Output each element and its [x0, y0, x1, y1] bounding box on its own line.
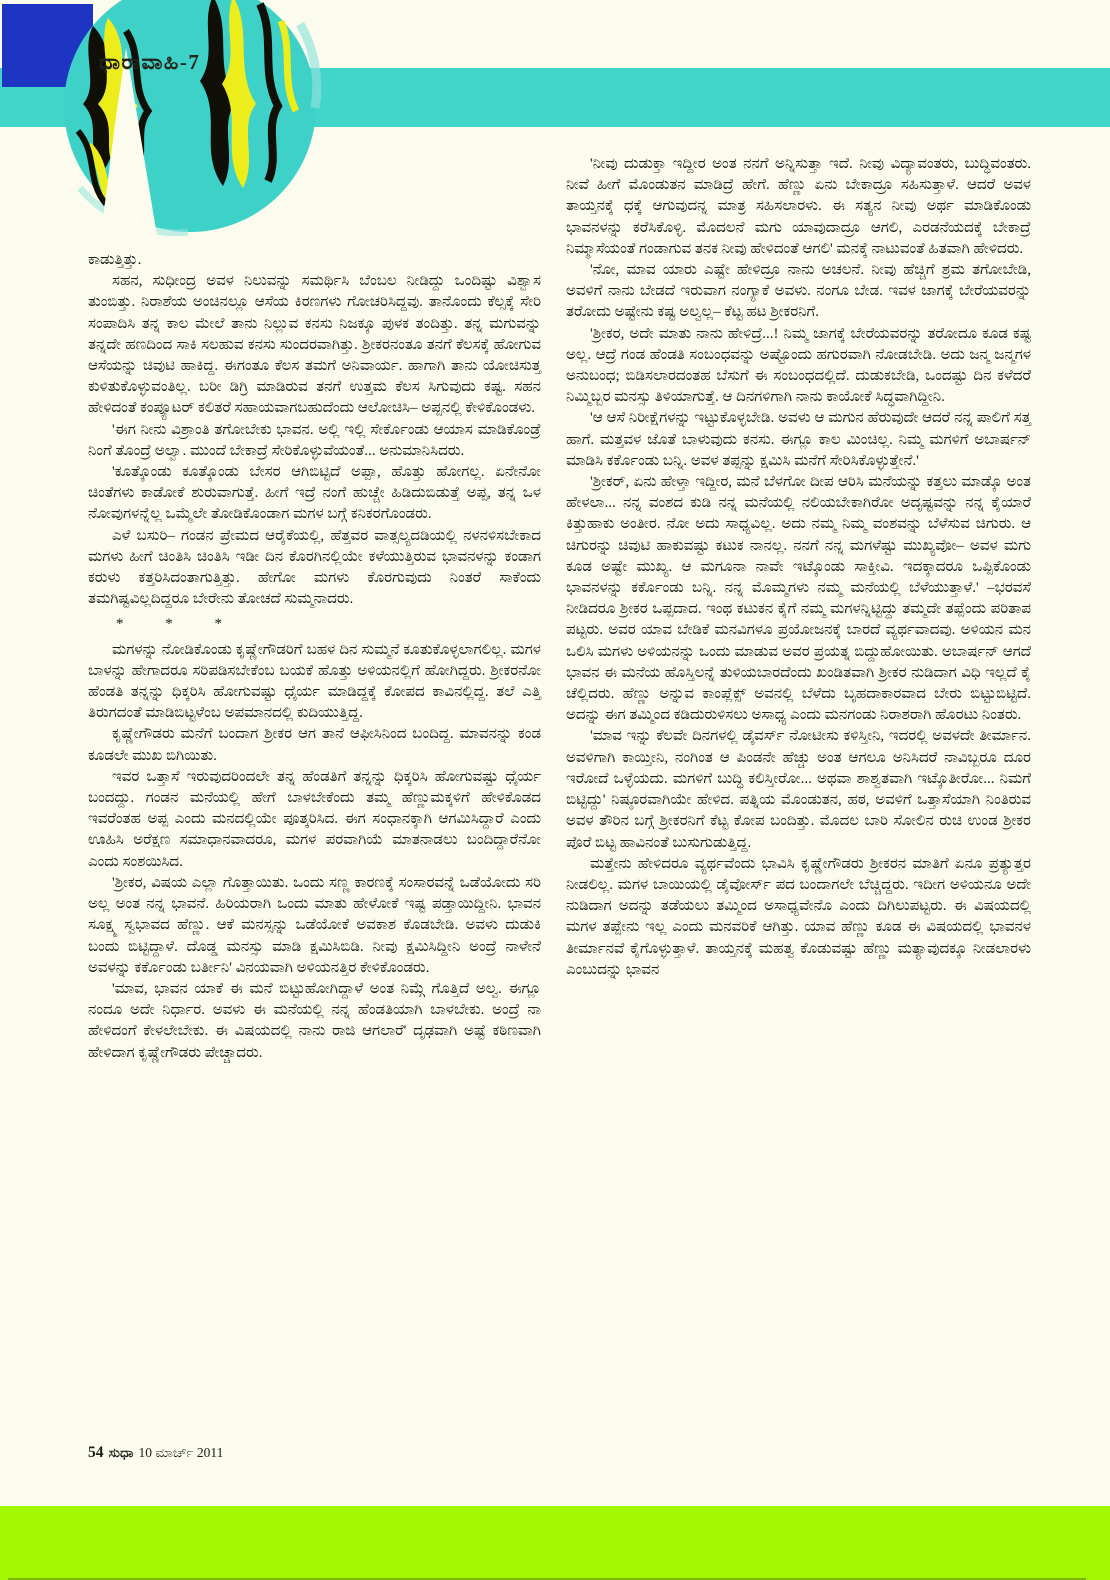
issue-date: 10 ಮಾರ್ಚ್ 2011: [138, 1445, 224, 1460]
paragraph: ಮತ್ತೇನು ಹೇಳಿದರೂ ವ್ಯರ್ಥವೆಂದು ಭಾವಿಸಿ ಕೃಷ್ಣೇಗೌಡರು ಶ್ರೀಕರನ ಮಾತಿಗೆ ಏನೂ ಪ್ರತ್ಯುತ್ತರ ನೀಡಲಿಲ್ಲ. ಮಗಳ ಬಾಯಿಯಲ್ಲಿ ಡೈವೋರ್ಸ್ ಪದ ಬಂದಾಗಲೇ ಬೆಚ್ಚಿದ್ದರು. ಇದೀಗ ಅಳಿಯನೂ ಅದೇ ನುಡಿದಾಗ ಅದನ್ನು ತಡೆಯಲು ತಮ್ಮಿಂದ ಅಸಾಧ್ಯವೇನೊ ಎಂದು ದಿಗಿಲುಪಟ್ಟರು. ಈ ವಿಷಯದಲ್ಲಿ ಮಗಳ ತಪ್ಪೇನು ಇಲ್ಲ ಎಂದು ಮನವರಿಕೆ ಆಗಿತ್ತು. ಯಾವ ಹೆಣ್ಣು ಕೂಡ ಈ ವಿಷಯದಲ್ಲಿ ಭಾವನಳ ತೀರ್ಮಾನವೆ ಕೈಗೊಳ್ಳುತ್ತಾಳೆ. ತಾಯ್ತನಕ್ಕೆ ಮಹತ್ವ ಕೊಡುವಷ್ಟು ಹೆಣ್ಣು ಮತ್ಯಾವುದಕ್ಕೂ ನೀಡಲಾರಳು ಎಂಬುದನ್ನು ಭಾವನ: [566, 855, 1031, 978]
page-footer: [88, 1444, 223, 1462]
paragraph: ಕಾಡುತ್ತಿತ್ತು.: [88, 252, 142, 268]
bottom-band: [0, 1506, 1110, 1580]
paragraph: ಸಹನ, ಸುಧೀಂದ್ರ ಅವಳ ನಿಲುವನ್ನು ಸಮರ್ಥಿಸಿ ಬೆಂಬಲ ನೀಡಿದ್ದು ಒಂದಿಷ್ಟು ವಿಶ್ವಾಸ ತುಂಬಿತ್ತು. ನಿರಾಶೆಯ ಅಂಚಿನಲ್ಲೂ ಆಸೆಯ ಕಿರಣಗಳು ಗೋಚರಿಸಿದ್ದವು. ತಾನೊಂದು ಕೆಲ್ಸಕ್ಕೆ ಸೇರಿ ಸಂಪಾದಿಸಿ ತನ್ನ ಕಾಲ ಮೇಲೆ ತಾನು ನಿಲ್ಲುವ ಕನಸು ನಿಜಕ್ಕೂ ಪುಳಕ ತಂದಿತ್ತು. ತನ್ನ ಮಗುವನ್ನು ತನ್ನದೇ ಹಣದಿಂದ ಸಾಕಿ ಸಲಹುವ ಕನಸು ಸುಂದರವಾಗಿತ್ತು. ಶ್ರೀಕರನಂತೂ ತನಗೆ ಕೆಲಸಕ್ಕೆ ಹೋಗುವ ಆಸೆಯನ್ನು ಚಿವುಟಿ ಹಾಕಿದ್ದ. ಈಗಂತೂ ಕೆಲಸ ತಮಗೆ ಅನಿವಾರ್ಯ. ಹಾಗಾಗಿ ತಾನು ಯೋಚಿಸುತ್ತ ಕುಳಿತುಕೊಳ್ಳುವಂತಿಲ್ಲ. ಬರೀ ಡಿಗ್ರಿ ಮಾಡಿರುವ ತನಗೆ ಉತ್ತಮ ಕೆಲಸ ಸಿಗುವುದು ಕಷ್ಟ. ಸಹನ ಹೇಳಿದಂತೆ ಕಂಪ್ಯೂಟರ್ ಕಲಿತರೆ ಸಹಾಯವಾಗಬಹುದೆಂದು ಆಲೋಚಿಸಿ– ಅಪ್ಪನಲ್ಲಿ ಕೇಳಿಕೊಂಡಳು.: [88, 273, 541, 417]
text-column-left: [88, 250, 541, 1064]
paragraph: 'ಮಾವ, ಭಾವನ ಯಾಕೆ ಈ ಮನೆ ಬಿಟ್ಟುಹೋಗಿದ್ದಾಳೆ ಅಂತ ನಿಮ್ಗೆ ಗೊತ್ತಿದೆ ಅಲ್ವ. ಈಗ್ಲೂ ನಂದೂ ಅದೇ ನಿರ್ಧಾರ. ಅವಳು ಈ ಮನೆಯಲ್ಲಿ ನನ್ನ ಹೆಂಡತಿಯಾಗಿ ಬಾಳಬೇಕು. ಅಂದ್ರೆ ನಾ ಹೇಳಿದಂಗೆ ಕೇಳಲೇಬೇಕು. ಈ ವಿಷಯದಲ್ಲಿ ನಾನು ರಾಜಿ ಆಗಲಾರೆ' ದೃಢವಾಗಿ ಅಷ್ಟೆ ಕಠಿಣವಾಗಿ ಹೇಳಿದಾಗ ಕೃಷ್ಣೇಗೌಡರು ಪೇಚ್ಚಾದರು.: [88, 980, 541, 1061]
paragraph: 'ಶ್ರೀಕರ, ವಿಷಯ ಎಲ್ಲಾ ಗೊತ್ತಾಯಿತು. ಒಂದು ಸಣ್ಣ ಕಾರಣಕ್ಕೆ ಸಂಸಾರವನ್ನೆ ಒಡೆಯೋದು ಸರಿ ಅಲ್ಲ ಅಂತ ನನ್ನ ಭಾವನೆ. ಹಿರಿಯರಾಗಿ ಒಂದು ಮಾತು ಹೇಳೋಕೆ ಇಷ್ಟ ಪಡ್ತಾಯಿದ್ದೀನಿ. ಭಾವನ ಸೂಕ್ಷ್ಮ ಸ್ವಭಾವದ ಹೆಣ್ಣು. ಆಕೆ ಮನಸ್ಸನ್ನು ಒಡೆಯೋಕೆ ಅವಕಾಶ ಕೊಡಬೇಡಿ. ಅವಳು ದುಡುಕಿ ಬಂದು ಬಿಟ್ಟಿದ್ದಾಳೆ. ದೊಡ್ಡ ಮನಸ್ಸು ಮಾಡಿ ಕ್ಷಮಿಸಿಬಿಡಿ. ನೀವು ಕ್ಷಮಿಸಿದ್ದೀನಿ ಅಂದ್ರೆ ನಾಳೇನೆ ಅವಳನ್ನು ಕರ್ಕೊಂಡು ಬರ್ತೀನಿ' ವಿನಯವಾಗಿ ಅಳಿಯನತ್ತಿರ ಕೇಳಿಕೊಂಡರು.: [88, 874, 541, 976]
text-column-right: [566, 154, 1031, 981]
series-title: ಧಾರಾವಾಹಿ-7: [99, 50, 201, 74]
paragraph: ಮಗಳನ್ನು ನೋಡಿಕೊಂಡು ಕೃಷ್ಣೇಗೌಡರಿಗೆ ಬಹಳ ದಿನ ಸುಮ್ಮನೆ ಕೂತುಕೊಳ್ಳಲಾಗಲಿಲ್ಲ. ಮಗಳ ಬಾಳನ್ನು ಹೇಗಾದರೂ ಸರಿಪಡಿಸಬೇಕೆಂಬ ಬಯಕೆ ಹೊತ್ತು ಅಳಿಯನಲ್ಲಿಗೆ ಹೋಗಿದ್ದರು. ಶ್ರೀಕರನೋ ಹೆಂಡತಿ ತನ್ನನ್ನು ಧಿಕ್ಕರಿಸಿ ಹೋಗುವಷ್ಟು ಧೈರ್ಯ ಮಾಡಿದ್ದಕ್ಕೆ ಕೋಪದ ಕಾವಿನಲ್ಲಿದ್ದ. ತಲೆ ಎತ್ತಿ ತಿರುಗದಂತೆ ಮಾಡಿಬಿಟ್ಟಳೆಂಬ ಅಪಮಾನದಲ್ಲಿ ಕುದಿಯುತ್ತಿದ್ದ.: [88, 641, 541, 722]
abstract-swirl-art: [38, 0, 338, 247]
paragraph: 'ಶ್ರೀಕರ, ಅದೇ ಮಾತು ನಾನು ಹೇಳಿದ್ರೆ...! ನಿಮ್ಮ ಜಾಗಕ್ಕೆ ಬೇರೆಯವರನ್ನು ತರೋದೂ ಕೂಡ ಕಷ್ಟ ಅಲ್ಲ. ಆದ್ರೆ ಗಂಡ ಹೆಂಡತಿ ಸಂಬಂಧವನ್ನು ಅಷ್ಟೊಂದು ಹಗುರವಾಗಿ ನೋಡಬೇಡಿ. ಅದು ಜನ್ಮ ಜನ್ಮಗಳ ಅನುಬಂಧ; ಬಿಡಿಸಲಾರದಂತಹ ಬೆಸುಗೆ ಈ ಸಂಬಂಧದಲ್ಲಿದೆ. ದುಡುಕಬೇಡಿ, ಒಂದಷ್ಟು ದಿನ ಕಳೆದರೆ ನಿಮ್ಮಿಬ್ಬರ ಮನಸ್ಸು ತಿಳಿಯಾಗುತ್ತೆ. ಆ ದಿನಗಳಿಗಾಗಿ ನಾನು ಕಾಯೋಕೆ ಸಿದ್ಧವಾಗಿದ್ದೀನಿ.: [566, 325, 1031, 406]
paragraph: 'ಮಾವ ಇನ್ನು ಕೆಲವೇ ದಿನಗಳಲ್ಲಿ ಡೈವರ್ಸ್ ನೋಟೀಸು ಕಳಿಸ್ತೀನಿ, ಇದರಲ್ಲಿ ಅವಳದೇ ತೀರ್ಮಾನ. ಅವಳಿಗಾಗಿ ಕಾಯ್ತೀನಿ, ನಂಗಿಂತ ಆ ಪಿಂಡನೇ ಹೆಚ್ಚು ಅಂತ ಆಗಲೂ ಅನಿಸಿದರೆ ನಾವಿಬ್ಬರೂ ದೂರ ಇರೋದೆ ಒಳ್ಳೆಯದು. ಮಗಳಿಗೆ ಬುದ್ಧಿ ಕಲಿಸ್ತೀರೋ... ಅಥವಾ ಶಾಶ್ವತವಾಗಿ ಇಟ್ಕೊತೀರೋ... ನಿಮಗೆ ಬಿಟ್ಟಿದ್ದು' ನಿಷ್ಠೂರವಾಗಿಯೇ ಹೇಳಿದ. ಪತ್ನಿಯ ಮೊಂಡುತನ, ಹಠ, ಅವಳಿಗೆ ಒತ್ತಾಸೆಯಾಗಿ ನಿಂತಿರುವ ಅವಳ ತೌರಿನ ಬಗ್ಗೆ ಶ್ರೀಕರನಿಗೆ ಕೆಟ್ಟ ಕೋಪ ಬಂದಿತ್ತು. ಮೊದಲ ಬಾರಿ ಸೋಲಿನ ರುಚಿ ಉಂಡ ಶ್ರೀಕರ ಪೊರೆ ಬಿಟ್ಟ ಹಾವಿನಂತೆ ಬುಸುಗುಡುತ್ತಿದ್ದ.: [566, 728, 1031, 851]
paragraph: 'ನೀವು ದುಡುಕ್ತಾ ಇದ್ದೀರ ಅಂತ ನನಗೆ ಅನ್ನಿಸುತ್ತಾ ಇದೆ. ನೀವು ವಿದ್ಯಾವಂತರು, ಬುದ್ಧಿವಂತರು. ನೀವೆ ಹೀಗೆ ಮೊಂಡುತನ ಮಾಡಿದ್ರೆ ಹೇಗೆ. ಹೆಣ್ಣು ಏನು ಬೇಕಾದ್ರೂ ಸಹಿಸುತ್ತಾಳೆ. ಆದರೆ ಅವಳ ತಾಯ್ತನಕ್ಕೆ ಧಕ್ಕೆ ಆಗುವುದನ್ನ ಮಾತ್ರ ಸಹಿಸಲಾರಳು. ಈ ಸತ್ಯನ ನೀವು ಅರ್ಥ ಮಾಡಿಕೊಂಡು ಭಾವನಳನ್ನು ಕರೆಸಿಕೊಳ್ಳಿ. ಮೊದಲನೆ ಮಗು ಯಾವುದಾದ್ರೂ ಆಗಲಿ, ಎರಡನೆಯದಕ್ಕೆ ಬೇಕಾದ್ರೆ ನಿಮ್ಮಾಸೆಯಂತೆ ಗಂಡಾಗುವ ತನಕ ನೀವು ಹೇಳಿದಂತೆ ಆಗಲಿ' ಮನಕ್ಕೆ ನಾಟುವಂತೆ ಹಿತವಾಗಿ ಹೇಳಿದರು.: [566, 156, 1031, 257]
section-break-stars: * * *: [116, 616, 224, 633]
left-column-part-a: [88, 250, 541, 610]
paragraph: 'ನೋ, ಮಾವ ಯಾರು ಎಷ್ಟೇ ಹೇಳಿದ್ರೂ ನಾನು ಅಚಲನೆ. ನೀವು ಹೆಚ್ಚಿಗೆ ಶ್ರಮ ತಗೋಬೇಡಿ, ಅವಳಿಗೆ ನಾನು ಬೇಡದೆ ಇರುವಾಗ ನಂಗ್ಯಾಕೆ ಅವಳು. ನಂಗೂ ಬೇಡ. ಇವಳ ಜಾಗಕ್ಕೆ ಬೇರೆಯವರನ್ನು ತರೋದು ಅಷ್ಟೇನು ಕಷ್ಟ ಅಲ್ವಲ್ಲ– ಕೆಟ್ಟ ಹಟ ಶ್ರೀಕರನಿಗೆ.: [566, 262, 1031, 321]
magazine-name: ಸುಧಾ: [108, 1445, 134, 1460]
paragraph: ಕೃಷ್ಣೇಗೌಡರು ಮನೆಗೆ ಬಂದಾಗ ಶ್ರೀಕರ ಆಗ ತಾನೆ ಆಫೀಸಿನಿಂದ ಬಂದಿದ್ದ. ಮಾವನನ್ನು ಕಂಡ ಕೂಡಲೇ ಮುಖ ಬಿಗಿಯಿತು.: [88, 726, 541, 764]
paragraph: ಎಳೆ ಬಸುರಿ– ಗಂಡನ ಪ್ರೇಮದ ಆರೈಕೆಯಲ್ಲಿ, ಹೆತ್ತವರ ವಾತ್ಸಲ್ಯದಡಿಯಲ್ಲಿ ನಳನಳಿಸಬೇಕಾದ ಮಗಳು ಹೀಗೆ ಚಿಂತಿಸಿ ಚಿಂತಿಸಿ ಇಡೀ ದಿನ ಕೊರಗಿನಲ್ಲಿಯೇ ಕಳೆಯುತ್ತಿರುವ ಭಾವನಳನ್ನು ಕಂಡಾಗ ಕರುಳು ಕತ್ತರಿಸಿದಂತಾಗುತ್ತಿತ್ತು. ಹೇಗೋ ಮಗಳು ಕೊರಗುವುದು ನಿಂತರೆ ಸಾಕೆಂದು ತಮಗಿಷ್ಟವಿಲ್ಲದಿದ್ದರೂ ಬೇರೇನು ತೋಚದೆ ಸುಮ್ಮನಾದರು.: [88, 527, 541, 608]
paragraph: 'ಕೂತ್ಕೊಂಡು ಕೂತ್ಕೊಂಡು ಬೇಸರ ಆಗಿಬಿಟ್ಟಿದೆ ಅಪ್ಪಾ, ಹೊತ್ತು ಹೋಗಲ್ಲ. ಏನೇನೋ ಚಿಂತೆಗಳು ಕಾಡೋಕೆ ಶುರುವಾಗುತ್ತೆ. ಹೀಗೆ ಇದ್ರೆ ನಂಗೆ ಹುಚ್ಚೇ ಹಿಡಿದುಬಿಡುತ್ತೆ ಅಪ್ಪ, ತನ್ನ ಒಳ ನೋವುಗಳನ್ನೆಲ್ಲ ಒಮ್ಮೆಲೇ ತೋಡಿಕೊಂಡಾಗ ಮಗಳ ಬಗ್ಗೆ ಕನಿಕರಗೊಂಡರು.: [88, 464, 541, 523]
left-column-part-b: [88, 640, 541, 1064]
paragraph: 'ಶ್ರೀಕರ್, ಏನು ಹೇಳ್ತಾ ಇದ್ದೀರ, ಮನೆ ಬೆಳಗೋ ದೀಪ ಆರಿಸಿ ಮನೆಯನ್ನು ಕತ್ತಲು ಮಾಡ್ಕೊ ಅಂತ ಹೇಳಲಾ... ನನ್ನ ವಂಶದ ಕುಡಿ ನನ್ನ ಮನೆಯಲ್ಲಿ ನಲಿಯಬೇಕಾಗಿರೋ ಅದೃಷ್ಟವನ್ನು ನನ್ನ ಕೈಯಾರೆ ಕಿತ್ತುಹಾಕು ಅಂತೀರ. ನೋ ಅದು ಸಾಧ್ಯವಿಲ್ಲ. ಅದು ನಮ್ಮ ನಿಮ್ಮ ವಂಶವನ್ನು ಬೆಳೆಸುವ ಚಿಗುರು. ಆ ಚಿಗುರನ್ನು ಚಿವುಟಿ ಹಾಕುವಷ್ಟು ಕಟುಕ ನಾನಲ್ಲ. ನನಗೆ ನನ್ನ ಮಗಳೆಷ್ಟು ಮುಖ್ಯವೋ– ಅವಳ ಮಗು ಕೂಡ ಅಷ್ಟೇ ಮುಖ್ಯ. ಆ ಮಗೂನಾ ನಾವೇ ಇಟ್ಕೊಂಡು ಸಾಕ್ತೀವಿ. ಇದಕ್ಕಾದರೂ ಒಪ್ಪಿಕೊಂಡು ಭಾವನಳನ್ನು ಕರ್ಕೊಂಡು ಬನ್ನಿ. ನನ್ನ ಮೊಮ್ಮಗಳು ನಮ್ಮ ಮನೆಯಲ್ಲಿ ಬೆಳೆಯುತ್ತಾಳೆ.' –ಭರವಸೆ ನೀಡಿದರೂ ಶ್ರೀಕರ ಒಪ್ಪದಾದ. ಇಂಥ ಕಟುಕನ ಕೈಗೆ ನಮ್ಮ ಮಗಳನ್ನಿಟ್ಟಿದ್ದು ತಮ್ಮದೇ ತಪ್ಪೆಂದು ಪರಿತಾಪ ಪಟ್ಟರು. ಅವರ ಯಾವ ಬೇಡಿಕೆ ಮನವಿಗಳೂ ಪ್ರಯೋಜನಕ್ಕೆ ಬಾರದೆ ವ್ಯರ್ಥವಾದವು. ಅಳಿಯನ ಮನ ಒಲಿಸಿ ಮಗಳು ಅಳಿಯನನ್ನು ಒಂದು ಮಾಡುವ ಅವರ ಪ್ರಯತ್ನ ಬಿದ್ದುಹೋಯಿತು. ಅಬಾರ್ಷನ್ ಆಗದೆ ಭಾವನ ಈ ಮನೆಯ ಹೊಸ್ತಿಲನ್ನೆ ತುಳಿಯಬಾರದೆಂದು ಖಂಡಿತವಾಗಿ ಶ್ರೀಕರ ನುಡಿದಾಗ ವಿಧಿ ಇಲ್ಲದೆ ಕೈ ಚೆಲ್ಲಿದರು. ಹೆಣ್ಣು ಅನ್ನುವ ಕಾಂಪ್ಲೆಕ್ಸ್ ಅವನಲ್ಲಿ ಬೆಳೆದು ಬೃಹದಾಕಾರವಾದ ಬೇರು ಬಿಟ್ಟುಬಿಟ್ಟಿದೆ. ಅದನ್ನು ಈಗ ತಮ್ಮಿಂದ ಕಡಿದುರುಳಿಸಲು ಅಸಾಧ್ಯ ಎಂದು ಮನಗಂಡು ನಿರಾಶರಾಗಿ ಹೊರಟು ನಿಂತರು.: [566, 474, 1031, 724]
paragraph: ಇವರ ಒತ್ತಾಸೆ ಇರುವುದರಿಂದಲೇ ತನ್ನ ಹೆಂಡತಿಗೆ ತನ್ನನ್ನು ಧಿಕ್ಕರಿಸಿ ಹೋಗುವಷ್ಟು ಧೈರ್ಯ ಬಂದದ್ದು. ಗಂಡನ ಮನೆಯಲ್ಲಿ ಹೇಗೆ ಬಾಳಬೇಕೆಂದು ತಮ್ಮ ಹೆಣ್ಣುಮಕ್ಕಳಿಗೆ ಹೇಳಿಕೊಡದ ಇವರೆಂತಹ ಅಪ್ಪ ಎಂದು ಮನದಲ್ಲಿಯೇ ಪೂತ್ಕರಿಸಿದ. ಈಗ ಸಂಧಾನಕ್ಕಾಗಿ ಆಗಮಿಸಿದ್ದಾರೆ ಎಂದು ಊಹಿಸಿ ಅರೆಕ್ಷಣ ಸಮಾಧಾನವಾದರೂ, ಮಗಳ ಪರವಾಗಿಯೆ ಮಾತನಾಡಲು ಬಂದಿದ್ದಾರೆನೋ ಎಂದು ಸಂಶಯಿಸಿದ.: [88, 768, 541, 870]
page-number: 54: [88, 1444, 104, 1461]
swirl-graphic: [38, 0, 338, 242]
paragraph: 'ಈಗ ನೀನು ವಿಶ್ರಾಂತಿ ತಗೋಬೇಕು ಭಾವನ. ಅಲ್ಲಿ ಇಲ್ಲಿ ಸೇರ್ಕೊಂಡು ಆಯಾಸ ಮಾಡಿಕೊಂಡ್ರೆ ನಿಂಗೆ ತೊಂದ್ರೆ ಅಲ್ವಾ. ಮುಂದೆ ಬೇಕಾದ್ರೆ ಸೇರಿಕೊಳ್ಳುವೆಯಂತೆ... ಅನುಮಾನಿಸಿದರು.: [88, 421, 541, 459]
paragraph: 'ಆ ಆಸೆ ನಿರೀಕ್ಷೆಗಳನ್ನು ಇಟ್ಟುಕೊಳ್ಳಬೇಡಿ. ಅವಳು ಆ ಮಗುನ ಹೆರುವುದೇ ಆದರೆ ನನ್ನ ಪಾಲಿಗೆ ಸತ್ತ ಹಾಗೆ. ಮತ್ತವಳ ಜೊತೆ ಬಾಳುವುದು ಕನಸು. ಈಗ್ಲೂ ಕಾಲ ಮಿಂಚಿಲ್ಲ. ನಿಮ್ಮ ಮಗಳಿಗೆ ಅಬಾರ್ಷನ್ ಮಾಡಿಸಿ ಕರ್ಕೊಂಡು ಬನ್ನಿ. ಅವಳ ತಪ್ಪನ್ನು ಕ್ಷಮಿಸಿ ಮನೆಗೆ ಸೇರಿಸಿಕೊಳ್ಳುತ್ತೇನೆ.': [566, 410, 1031, 469]
